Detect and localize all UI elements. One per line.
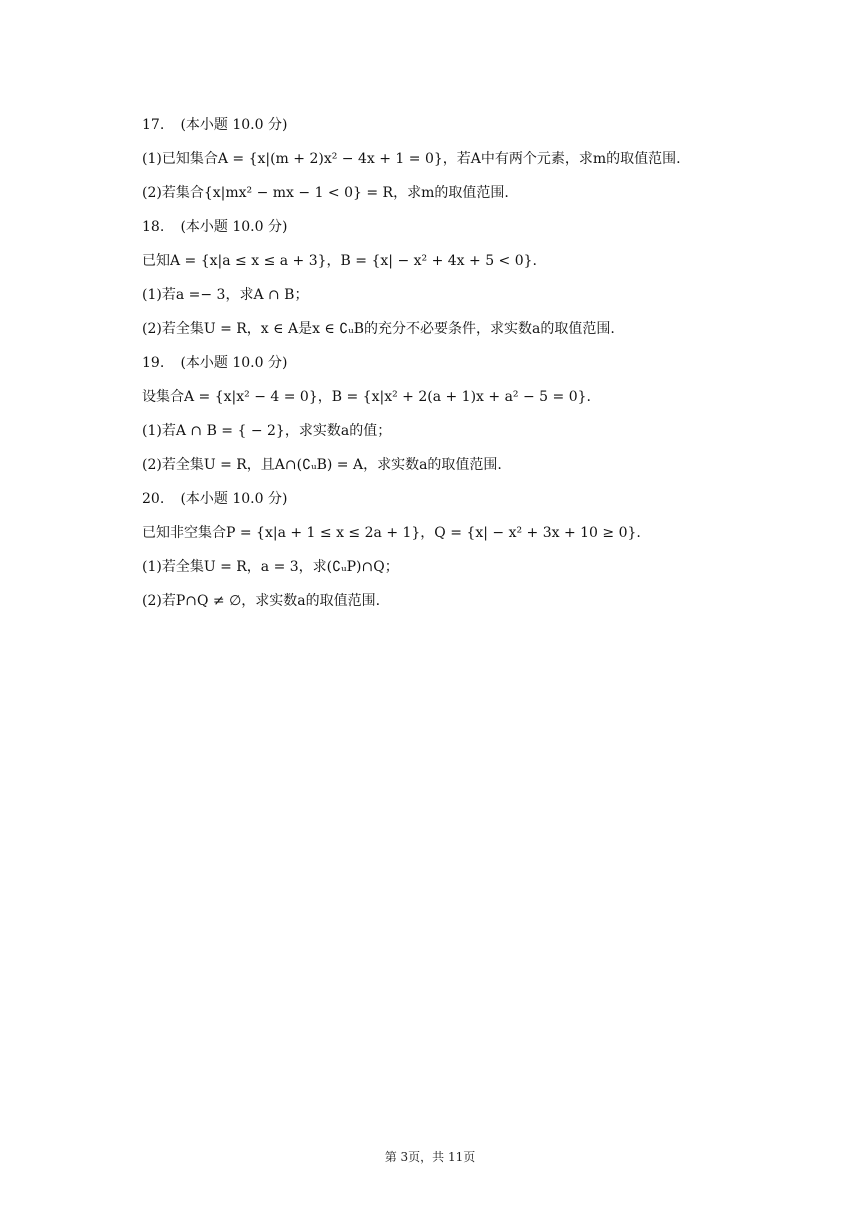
question-points: (本小题 10.0 分) <box>180 355 288 371</box>
question-number: 18. <box>142 219 165 235</box>
question-17-line-2: (2)若集合{x|mx² − mx − 1 < 0} = R，求m的取值范围. <box>142 185 509 201</box>
question-20-line-3: (2)若P∩Q ≠ ∅，求实数a的取值范围. <box>142 593 381 609</box>
question-20-line-2: (1)若全集U = R，a = 3，求(∁ᵤP)∩Q； <box>142 559 399 575</box>
question-number: 20. <box>142 491 165 507</box>
question-18-line-1: 已知A = {x|a ≤ x ≤ a + 3}，B = {x| − x² + 4x + 5 < 0}. <box>142 253 538 269</box>
question-number: 19. <box>142 355 165 371</box>
question-18-line-2: (1)若a =− 3，求A ∩ B； <box>142 287 309 303</box>
question-20-header <box>142 482 742 516</box>
question-points: (本小题 10.0 分) <box>180 219 288 235</box>
question-18-line-3: (2)若全集U = R，x ∈ A是x ∈ ∁ᵤB的充分不必要条件，求实数a的取值范围. <box>142 321 615 337</box>
question-19-line-3: (2)若全集U = R，且A∩(∁ᵤB) = A，求实数a的取值范围. <box>142 457 502 473</box>
question-17-header <box>142 108 742 142</box>
question-19-line-2: (1)若A ∩ B = { − 2}，求实数a的值； <box>142 423 392 439</box>
question-19-line-1: 设集合A = {x|x² − 4 = 0}，B = {x|x² + 2(a + 1)x + a² − 5 = 0}. <box>142 389 591 405</box>
question-19-header <box>142 346 742 380</box>
page-footer: 第 3页，共 11页 <box>384 1150 476 1164</box>
question-20-line-1: 已知非空集合P = {x|a + 1 ≤ x ≤ 2a + 1}，Q = {x| − x² + 3x + 10 ≥ 0}. <box>142 525 641 541</box>
question-points: (本小题 10.0 分) <box>180 491 288 507</box>
question-points: (本小题 10.0 分) <box>180 117 288 133</box>
question-18-header <box>142 210 742 244</box>
question-17-line-1: (1)已知集合A = {x|(m + 2)x² − 4x + 1 = 0}，若A中有两个元素，求m的取值范围. <box>142 151 681 167</box>
questions-content <box>142 108 742 618</box>
question-number: 17. <box>142 117 165 133</box>
